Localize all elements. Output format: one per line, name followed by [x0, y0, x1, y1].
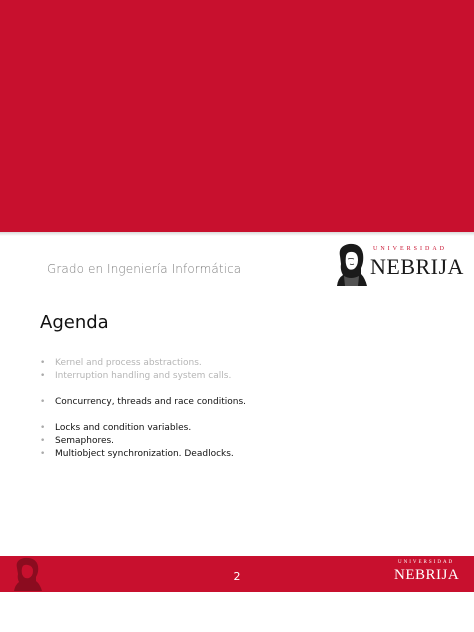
agenda-item-text: Multiobject synchronization. Deadlocks. — [55, 449, 234, 459]
page-number: 2 — [233, 570, 241, 583]
agenda-item — [40, 370, 246, 383]
band-shadow — [0, 232, 474, 236]
bullet-icon: • — [40, 397, 46, 407]
agenda-list — [40, 357, 246, 461]
logo-university-text: UNIVERSIDAD — [373, 246, 447, 252]
portrait-icon — [334, 242, 368, 286]
agenda-item-text: Kernel and process abstractions. — [55, 358, 202, 368]
footer-logo-name: NEBRIJA — [394, 567, 460, 583]
footer-logo-university-text: UNIVERSIDAD — [398, 560, 455, 565]
bullet-icon: • — [40, 449, 46, 459]
agenda-item — [40, 435, 246, 448]
agenda-item-text: Concurrency, threads and race conditions. — [55, 397, 246, 407]
agenda-item — [40, 448, 246, 461]
slide-title: Agenda — [40, 312, 109, 333]
agenda-item — [40, 422, 246, 435]
header-band — [0, 0, 474, 232]
degree-subtitle: Grado en Ingeniería Informática — [47, 262, 242, 276]
bullet-icon: • — [40, 358, 46, 368]
bullet-icon: • — [40, 423, 46, 433]
footer-nebrija-logo — [390, 560, 460, 588]
agenda-item-text: Semaphores. — [55, 436, 115, 446]
bullet-icon: • — [40, 436, 46, 446]
logo-name: NEBRIJA — [370, 254, 464, 279]
agenda-item — [40, 357, 246, 370]
agenda-item-text: Interruption handling and system calls. — [55, 371, 232, 381]
agenda-item-text: Locks and condition variables. — [55, 423, 192, 433]
agenda-item — [40, 396, 246, 409]
nebrija-logo — [334, 242, 464, 288]
bullet-icon: • — [40, 371, 46, 381]
